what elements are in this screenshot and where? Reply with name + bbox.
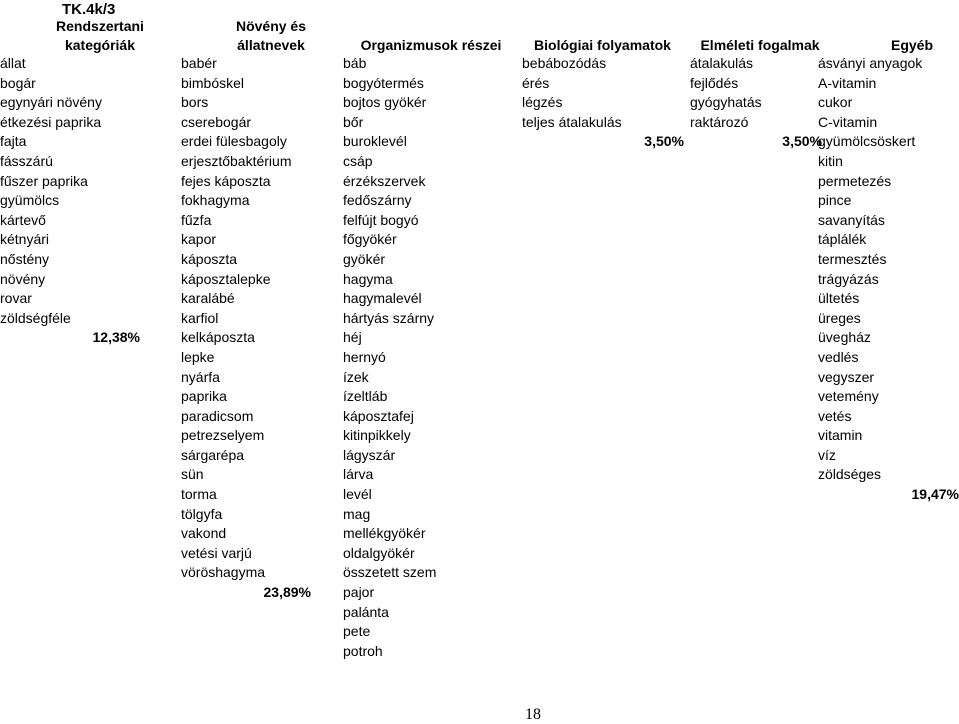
table-cell: üvegház <box>818 329 871 346</box>
table-cell: zöldséges <box>818 466 882 483</box>
table-cell: permetezés <box>818 172 892 189</box>
percentage-value: 3,50% <box>782 133 822 150</box>
table-cell: kártevő <box>0 211 46 228</box>
table-cell: pince <box>818 192 852 209</box>
table-cell: állat <box>0 55 26 71</box>
header-categories-line1: Rendszertani <box>56 18 144 34</box>
table-cell: erdei fülesbagoly <box>181 133 287 150</box>
table-cell: karalábé <box>181 290 235 307</box>
table-cell: egynyári növény <box>0 94 102 111</box>
table-cell: víz <box>818 446 836 463</box>
table-cell: gyümölcs <box>0 192 60 209</box>
header-plants-animals-line2: állatnevek <box>237 37 305 53</box>
table-cell: raktározó <box>690 113 749 130</box>
table-cell: vakond <box>181 525 227 542</box>
table-cell: tölgyfa <box>181 505 223 522</box>
table-cell: palánta <box>343 603 389 620</box>
document-title: TK.4k/3 <box>62 1 116 18</box>
table-cell: fásszárú <box>0 152 53 169</box>
table-cell: bors <box>181 94 209 111</box>
header-theoretical-concepts: Elméleti fogalmak <box>700 37 820 53</box>
table-cell: zöldségféle <box>0 309 71 326</box>
table-cell: káposzta <box>181 250 238 267</box>
table-cell: kitin <box>818 152 843 169</box>
table-cell: gyümölcsöskert <box>818 133 916 150</box>
table-cell: mag <box>343 505 371 522</box>
header-organism-parts: Organizmusok részei <box>360 37 502 53</box>
table-cell: bogyótermés <box>343 74 424 91</box>
percentage-value: 23,89% <box>263 584 311 601</box>
table-cell: petrezselyem <box>181 427 265 444</box>
table-cell: termesztés <box>818 250 887 267</box>
table-cell: vitamin <box>818 427 863 444</box>
table-cell: potroh <box>343 642 383 659</box>
percentage-value: 19,47% <box>911 486 959 503</box>
header-plants-animals <box>196 17 346 55</box>
table-cell: összetett szem <box>343 564 437 581</box>
table-cell: torma <box>181 486 217 503</box>
table-cell: karfiol <box>181 309 219 326</box>
page-number: 18 <box>525 706 541 723</box>
header-categories-line2: kategóriák <box>64 37 136 53</box>
table-cell: vegyszer <box>818 368 875 385</box>
table-cell: étkezési paprika <box>0 113 102 130</box>
table-cell: érzékszervek <box>343 172 426 189</box>
table-cell: fűzfa <box>181 211 212 228</box>
table-cell: fokhagyma <box>181 192 250 209</box>
table-cell: pajor <box>343 584 375 601</box>
table-cell: hártyás szárny <box>343 309 435 326</box>
table-cell: nyárfa <box>181 368 220 385</box>
column-biological-processes <box>522 54 684 152</box>
table-cell: oldalgyökér <box>343 544 415 561</box>
column-theoretical-concepts <box>690 54 822 152</box>
table-cell: levél <box>343 486 372 503</box>
table-cell: növény <box>0 270 46 287</box>
table-cell: gyógyhatás <box>690 94 762 111</box>
table-cell: főgyökér <box>343 231 397 248</box>
table-cell: erjesztőbaktérium <box>181 152 292 169</box>
table-cell: érés <box>522 74 550 91</box>
table-cell: fajta <box>0 133 27 150</box>
table-cell: vöröshagyma <box>181 564 266 581</box>
table-cell: báb <box>343 55 367 71</box>
table-cell: táplálék <box>818 231 867 248</box>
table-cell: légzés <box>522 94 563 111</box>
table-cell: A-vitamin <box>818 74 877 91</box>
table-cell: bogár <box>0 74 36 91</box>
table-cell: kelkáposzta <box>181 329 255 346</box>
table-cell: teljes átalakulás <box>522 113 622 130</box>
table-cell: ültetés <box>818 290 860 307</box>
percentage-value: 12,38% <box>92 329 140 346</box>
table-cell: lágyszár <box>343 446 396 463</box>
table-cell: bojtos gyökér <box>343 94 427 111</box>
table-cell: nőstény <box>0 250 50 267</box>
table-cell: káposztafej <box>343 407 414 424</box>
column-plants-animals <box>181 54 311 603</box>
table-cell: hernyó <box>343 348 386 365</box>
table-cell: C-vitamin <box>818 113 878 130</box>
table-cell: bebábozódás <box>522 55 607 71</box>
table-cell: cserebogár <box>181 113 252 130</box>
table-cell: fedőszárny <box>343 192 412 209</box>
table-cell: üreges <box>818 309 861 326</box>
table-cell: fejlődés <box>690 74 739 91</box>
table-cell: buroklevél <box>343 133 407 150</box>
table-cell: cukor <box>818 94 853 111</box>
table-cell: sárgarépa <box>181 446 245 463</box>
table-cell: káposztalepke <box>181 270 271 287</box>
table-cell: hagymalevél <box>343 290 422 307</box>
table-cell: sün <box>181 466 204 483</box>
column-other <box>818 54 959 505</box>
table-cell: vetemény <box>818 388 879 405</box>
table-cell: paradicsom <box>181 407 254 424</box>
table-cell: csáp <box>343 152 373 169</box>
table-cell: fejes káposzta <box>181 172 271 189</box>
table-cell: kapor <box>181 231 217 248</box>
table-cell: gyökér <box>343 250 386 267</box>
table-cell: bőr <box>343 113 364 130</box>
table-cell: ásványi anyagok <box>818 55 923 71</box>
column-categories <box>0 54 140 348</box>
table-cell: babér <box>181 55 217 71</box>
table-cell: vetési varjú <box>181 544 252 561</box>
table-cell: fűszer paprika <box>0 172 88 189</box>
table-cell: mellékgyökér <box>343 525 426 542</box>
table-cell: vetés <box>818 407 852 424</box>
table-cell: ízek <box>343 368 369 385</box>
percentage-value: 3,50% <box>644 133 684 150</box>
table-cell: lepke <box>181 348 215 365</box>
table-cell: felfújt bogyó <box>343 211 419 228</box>
header-plants-animals-line1: Növény és <box>235 18 307 34</box>
table-cell: kitinpikkely <box>343 427 411 444</box>
table-cell: átalakulás <box>690 55 754 71</box>
table-cell: héj <box>343 329 362 346</box>
table-cell: trágyázás <box>818 270 879 287</box>
header-other: Egyéb <box>890 37 933 53</box>
table-cell: paprika <box>181 388 227 405</box>
header-biological-processes: Biológiai folyamatok <box>534 37 671 53</box>
table-cell: savanyítás <box>818 211 885 228</box>
table-cell: kétnyári <box>0 231 50 248</box>
table-cell: hagyma <box>343 270 393 287</box>
table-cell: pete <box>343 623 371 640</box>
table-cell: ízeltláb <box>343 388 388 405</box>
column-organism-parts <box>343 54 503 661</box>
table-cell: bimbóskel <box>181 74 245 91</box>
table-cell: vedlés <box>818 348 859 365</box>
header-categories <box>30 17 170 55</box>
table-cell: rovar <box>0 290 32 307</box>
table-cell: lárva <box>343 466 374 483</box>
